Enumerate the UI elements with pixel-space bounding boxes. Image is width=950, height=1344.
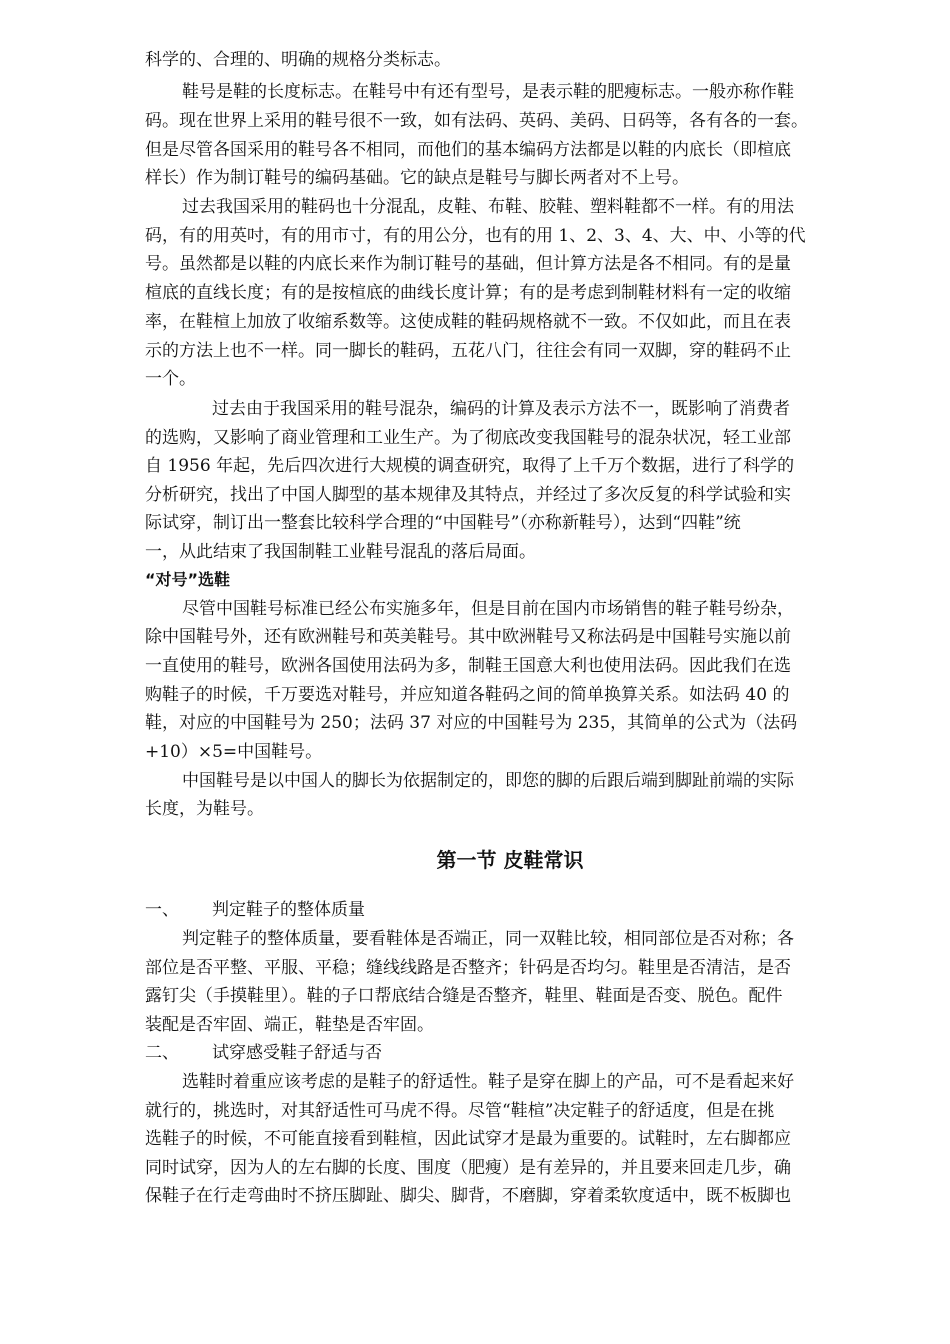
list-number: 一、 [145, 900, 179, 920]
text-line: 的选购，又影响了商业管理和工业生产。为了彻底改变我国鞋号的混杂状况，轻工业部 [145, 428, 791, 448]
text-line: 一个。 [145, 369, 196, 389]
text-line: 示的方法上也不一样。同一脚长的鞋码，五花八门，往往会有同一双脚，穿的鞋码不止 [145, 341, 791, 361]
text-line: 鞋号是鞋的长度标志。在鞋号中有还有型号，是表示鞋的肥瘦标志。一般亦称作鞋 [182, 82, 794, 102]
text-line: 码。现在世界上采用的鞋号很不一致，如有法码、英码、美码、日码等，各有各的一套。 [145, 111, 808, 131]
text-line: 选鞋时着重应该考虑的是鞋子的舒适性。鞋子是穿在脚上的产品，可不是看起来好 [182, 1072, 794, 1092]
text-line: 自 1956 年起，先后四次进行大规模的调查研究，取得了上千万个数据，进行了科学的 [145, 456, 795, 476]
text-line: 一，从此结束了我国制鞋工业鞋号混乱的落后局面。 [145, 542, 536, 562]
text-line: 同时试穿，因为人的左右脚的长度、围度（肥瘦）是有差异的，并且要来回走几步，确 [145, 1158, 791, 1178]
text-line: 过去由于我国采用的鞋号混杂，编码的计算及表示方法不一，既影响了消费者 [212, 399, 790, 419]
text-line: 判定鞋子的整体质量，要看鞋体是否端正，同一双鞋比较，相同部位是否对称；各 [182, 929, 794, 949]
text-line: 露钉尖（手摸鞋里）。鞋的子口帮底结合缝是否整齐，鞋里、鞋面是否变、脱色。配件 [145, 986, 783, 1006]
text-line: 际试穿，制订出一整套比较科学合理的“中国鞋号”（亦称新鞋号），达到“四鞋”统 [145, 513, 741, 533]
text-line: 装配是否牢固、端正，鞋垫是否牢固。 [145, 1015, 434, 1035]
text-line: 部位是否平整、平服、平稳；缝线线路是否整齐；针码是否均匀。鞋里是否清洁，是否 [145, 958, 791, 978]
text-line: 就行的，挑选时，对其舒适性可马虎不得。尽管“鞋楦”决定鞋子的舒适度，但是在挑 [145, 1101, 775, 1121]
list-number: 二、 [145, 1043, 179, 1063]
text-line: 中国鞋号是以中国人的脚长为依据制定的，即您的脚的后跟后端到脚趾前端的实际 [182, 771, 794, 791]
text-line: 尽管中国鞋号标准已经公布实施多年，但是目前在国内市场销售的鞋子鞋号纷杂， [182, 599, 794, 619]
text-line: 率，在鞋楦上加放了收缩系数等。这使成鞋的鞋码规格就不一致。不仅如此，而且在表 [145, 312, 791, 332]
text-line: 样长）作为制订鞋号的编码基础。它的缺点是鞋号与脚长两者对不上号。 [145, 168, 689, 188]
text-line: +10）×5=中国鞋号。 [145, 742, 323, 762]
text-line: 分析研究，找出了中国人脚型的基本规律及其特点，并经过了多次反复的科学试验和实 [145, 485, 791, 505]
text-line: 购鞋子的时候，千万要选对鞋号，并应知道各鞋码之间的简单换算关系。如法码 40 的 [145, 685, 790, 705]
text-line: 鞋，对应的中国鞋号为 250；法码 37 对应的中国鞋号为 235，其简单的公式为（法码 [145, 713, 798, 733]
text-line: 号。虽然都是以鞋的内底长来作为制订鞋号的基础，但计算方法是各不相同。有的是量 [145, 254, 791, 274]
text-line: 码，有的用英吋，有的用市寸，有的用公分，也有的用 1、2、3、4、大、中、小等的代 [145, 226, 806, 246]
section-title: 第一节 皮鞋常识 [436, 848, 584, 872]
text-line: 长度，为鞋号。 [145, 799, 264, 819]
list-item-title: 判定鞋子的整体质量 [212, 900, 365, 920]
subheading: “对号”选鞋 [145, 570, 231, 589]
text-line: 楦底的直线长度；有的是按楦底的曲线长度计算；有的是考虑到制鞋材料有一定的收缩 [145, 283, 791, 303]
text-line: 选鞋子的时候，不可能直接看到鞋楦，因此试穿才是最为重要的。试鞋时，左右脚都应 [145, 1129, 791, 1149]
text-line: 一直使用的鞋号，欧洲各国使用法码为多，制鞋王国意大利也使用法码。因此我们在选 [145, 656, 791, 676]
text-line: 科学的、合理的、明确的规格分类标志。 [145, 50, 451, 70]
text-line: 但是尽管各国采用的鞋号各不相同，而他们的基本编码方法都是以鞋的内底长（即楦底 [145, 140, 791, 160]
text-line: 保鞋子在行走弯曲时不挤压脚趾、脚尖、脚背，不磨脚，穿着柔软度适中，既不板脚也 [145, 1186, 791, 1206]
text-line: 除中国鞋号外，还有欧洲鞋号和英美鞋号。其中欧洲鞋号又称法码是中国鞋号实施以前 [145, 627, 791, 647]
text-line: 过去我国采用的鞋码也十分混乱，皮鞋、布鞋、胶鞋、塑料鞋都不一样。有的用法 [182, 197, 794, 217]
list-item-title: 试穿感受鞋子舒适与否 [212, 1043, 382, 1063]
